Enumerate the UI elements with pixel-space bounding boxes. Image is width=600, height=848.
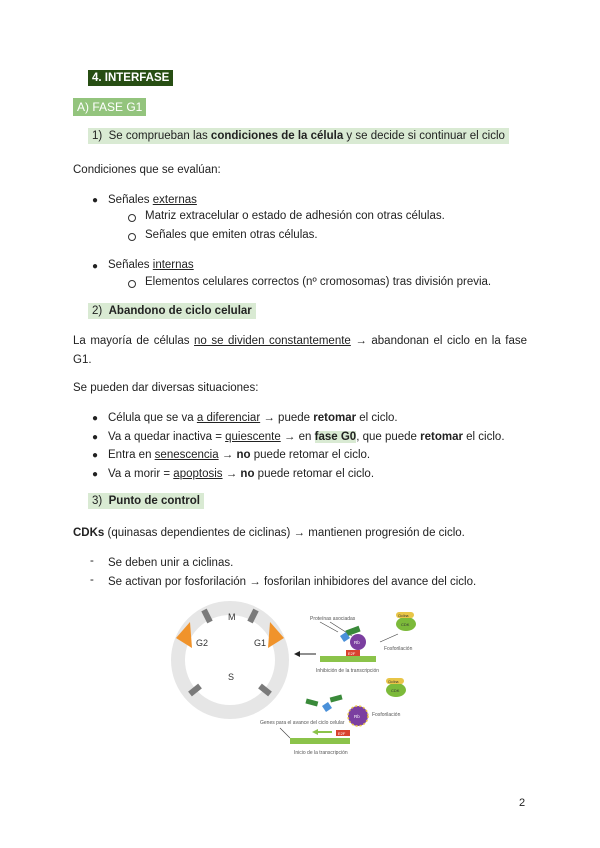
svg-text:Ciclina: Ciclina xyxy=(388,680,399,684)
heading-1: 1) Se comprueban las condiciones de la célula y se decide si continuar el ciclo xyxy=(88,130,509,142)
phase-g2: G2 xyxy=(196,638,209,648)
phase-m: M xyxy=(228,612,236,622)
svg-text:CDK: CDK xyxy=(391,688,400,693)
svg-text:Fosforilación: Fosforilación xyxy=(372,712,401,718)
label-inhibicion: Inhibición de la transcripción xyxy=(316,668,380,674)
conditions-intro: Condiciones que se evalúan: xyxy=(73,164,221,176)
situation-item: Entra en senescencia → no puede retomar el ciclo. xyxy=(108,449,371,461)
heading-2: 2) Abandono de ciclo celular xyxy=(88,305,256,317)
label-inicio: Inicio de la transcripción xyxy=(294,750,348,756)
heading-3: 3) Punto de control xyxy=(88,495,204,507)
dash-bullet: - xyxy=(90,555,94,567)
svg-text:Rb: Rb xyxy=(354,640,360,645)
svg-text:CDK: CDK xyxy=(401,622,410,627)
label-fosforilacion: Fosforilación xyxy=(384,646,413,652)
dash-bullet: - xyxy=(90,574,94,586)
phase-s: S xyxy=(228,672,235,682)
bullet-icon: ● xyxy=(92,450,99,461)
bullet-icon: ● xyxy=(92,432,99,443)
situation-item: Célula que se va a diferenciar → puede retomar el ciclo. xyxy=(108,412,398,424)
situation-item: Va a quedar inactiva = quiescente → en fase G0, que puede retomar el ciclo. xyxy=(108,431,505,443)
page-number: 2 xyxy=(519,797,526,809)
bullet-icon: ● xyxy=(92,469,99,480)
svg-text:E2F: E2F xyxy=(348,651,356,656)
external-signals: Señales externas xyxy=(108,194,197,206)
dna-bar xyxy=(290,738,350,744)
paragraph-abandon: La mayoría de células no se dividen constantemente → abandonan el ciclo en la fase G1. xyxy=(73,335,528,366)
label-proteinas: Proteínas asociadas xyxy=(310,616,356,622)
circle-bullet-icon xyxy=(128,233,136,241)
dash-item-2: Se activan por fosforilación → fosforilan inhibidores del avance del ciclo. xyxy=(108,576,477,588)
section-title: 4. INTERFASE xyxy=(88,72,173,84)
arrow-icon xyxy=(294,651,300,657)
external-sub-1: Matriz extracelular o estado de adhesión con otras células. xyxy=(145,210,445,222)
situation-item: Va a morir = apoptosis → no puede retomar el ciclo. xyxy=(108,468,375,480)
circle-bullet-icon xyxy=(128,214,136,222)
label-genes: Genes para el avance del ciclo celular xyxy=(260,720,345,726)
cell-cycle-diagram xyxy=(170,598,430,778)
circle-bullet-icon xyxy=(128,280,136,288)
external-sub-2: Señales que emiten otras células. xyxy=(145,229,318,241)
dash-item-1: Se deben unir a ciclinas. xyxy=(108,557,234,569)
svg-text:Rb: Rb xyxy=(354,714,360,719)
svg-text:Ciclina: Ciclina xyxy=(398,614,409,618)
dna-bar xyxy=(320,656,376,662)
situations-intro: Se pueden dar diversas situaciones: xyxy=(73,382,259,394)
svg-text:E2F: E2F xyxy=(338,731,346,736)
subsection-title: A) FASE G1 xyxy=(73,100,146,114)
bullet-icon: ● xyxy=(92,261,99,272)
bullet-icon: ● xyxy=(92,413,99,424)
bullet-icon: ● xyxy=(92,195,99,206)
internal-signals: Señales internas xyxy=(108,259,194,271)
internal-sub-1: Elementos celulares correctos (nº cromosomas) tras división previa. xyxy=(145,276,492,288)
phase-g1: G1 xyxy=(254,638,267,648)
cycle-ring xyxy=(178,608,282,712)
cdk-paragraph: CDKs (quinasas dependientes de ciclinas) → mantienen progresión de ciclo. xyxy=(73,527,465,539)
